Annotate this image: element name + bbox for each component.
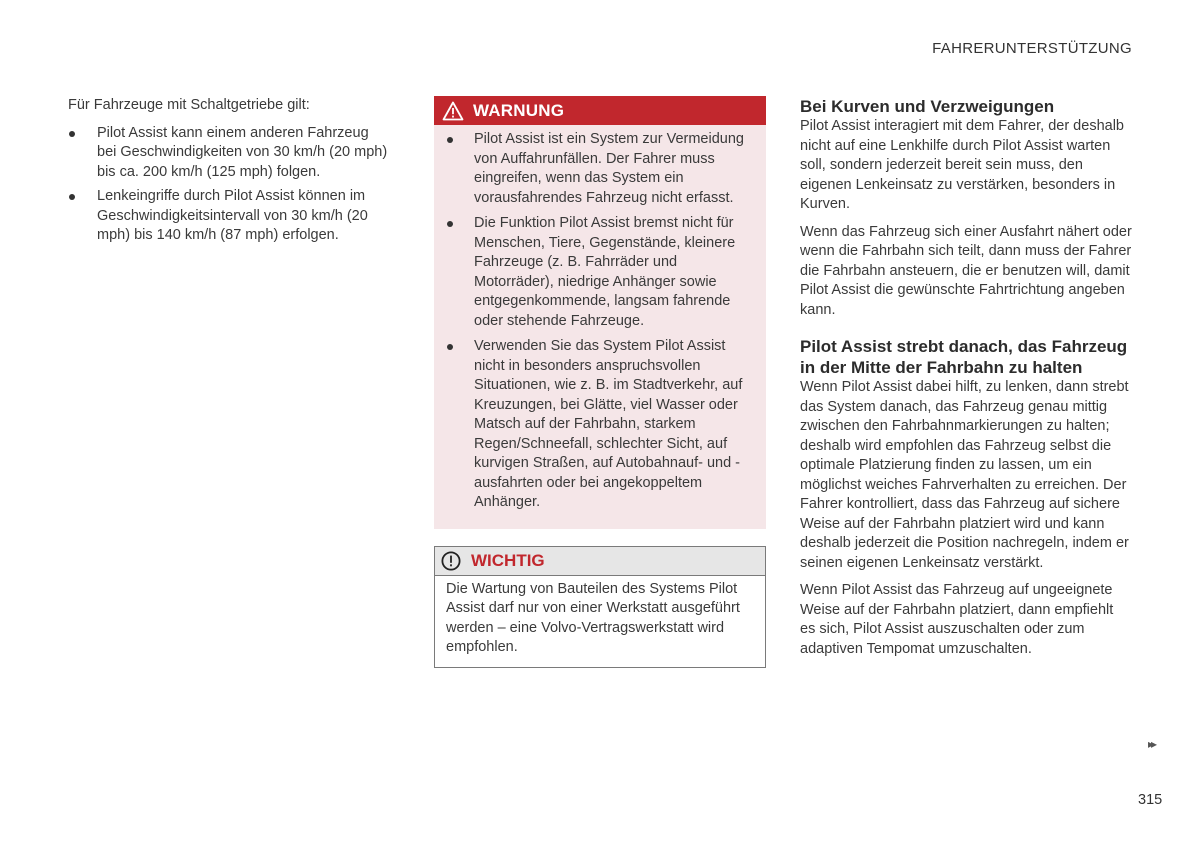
list-item (68, 187, 390, 246)
bullet-icon (447, 344, 453, 350)
left-column (68, 96, 390, 251)
important-body (435, 576, 765, 667)
list-item (446, 337, 754, 513)
right-column (800, 96, 1132, 675)
bullet-icon (69, 194, 75, 200)
list-item-text: Lenkeingriffe durch Pilot Assist können im Geschwindigkeitsintervall von 30 km/h (20 mph) bis 140 km/h (87 mph) erfolgen. (97, 188, 368, 243)
list-item (446, 130, 754, 208)
bullet-icon (69, 131, 75, 137)
warning-triangle-icon (442, 101, 464, 121)
warning-box (434, 96, 766, 529)
list-item (68, 124, 390, 183)
bullet-icon (447, 137, 453, 143)
page-number: 315 (1138, 792, 1163, 808)
list-item-text: Pilot Assist ist ein System zur Vermeidung von Auffahrunfällen. Der Fahrer muss eingreifen, wenn das System ein vorausfahrendes Fahrzeug nicht erfasst. (474, 131, 744, 206)
middle-column (434, 96, 766, 668)
important-header (435, 547, 765, 576)
important-box (434, 546, 766, 668)
section-heading: Bei Kurven und Verzweigungen (800, 97, 1055, 116)
paragraph: Wenn das Fahrzeug sich einer Ausfahrt nähert oder wenn die Fahrbahn sich teilt, dann muss der Fahrer die Fahrbahn ansteuern, die er benutzen will, damit Pilot Assist die gewünschte Fahrtrichtung angeben kann. (800, 223, 1132, 318)
list-item (446, 214, 754, 331)
section-curves (800, 96, 1132, 320)
list-item-text: Die Funktion Pilot Assist bremst nicht für Menschen, Tiere, Gegenstände, kleinere Fahrzeuge (z. B. Fahrräder und Motorräder), niedrige Anhänger sowie entgegenkommende, langsam fahrende oder stehende Fahrzeuge. (474, 215, 736, 329)
next-page-icon: ▸▸ (1148, 737, 1155, 751)
paragraph: Wenn Pilot Assist dabei hilft, zu lenken, dann strebt das System danach, das Fahrzeug genau mittig zwischen den Fahrbahnmarkierungen zu halten; deshalb wird empfohlen das Fahrzeug selbst die optimale Platzierung finden zu lassen, um ein möglichst weiches Fahrverhalten zu erreichen. Der Fahrer kontrolliert, dass das Fahrzeug auf sichere Weise auf der Fahrbahn platziert wird und kann deshalb jederzeit die Position nachregeln, indem er seinen eigenen Lenkeinsatz verstärkt. (800, 379, 1129, 571)
chapter-title: FAHRERUNTERSTÜTZUNG (932, 40, 1132, 57)
paragraph: Wenn Pilot Assist das Fahrzeug auf ungeeignete Weise auf der Fahrbahn platziert, dann empfiehlt es sich, Pilot Assist auszuschalten oder zum adaptiven Tempomat umzuschalten. (800, 582, 1114, 657)
warning-title: WARNUNG (473, 100, 565, 120)
warning-header (434, 96, 766, 125)
exclamation-circle-icon (441, 551, 461, 571)
section-heading: Pilot Assist strebt danach, das Fahrzeug in der Mitte der Fahrbahn zu halten (800, 337, 1128, 377)
important-text: Die Wartung von Bauteilen des Systems Pilot Assist darf nur von einer Werkstatt ausgeführt werden – eine Volvo-Vertragswerkstatt wird empfohlen. (446, 580, 740, 655)
list-item-text: Pilot Assist kann einem anderen Fahrzeug bei Geschwindigkeiten von 30 km/h (20 mph) bis ca. 200 km/h (125 mph) folgen. (97, 124, 388, 180)
important-title: WICHTIG (471, 550, 545, 570)
warning-list (434, 125, 766, 513)
bullet-icon (447, 221, 453, 227)
bullet-list (68, 124, 390, 246)
section-lane-center (800, 336, 1132, 659)
paragraph: Pilot Assist interagiert mit dem Fahrer, der deshalb nicht auf eine Lenkhilfe durch Pilot Assist warten soll, sondern jederzeit bereit sein muss, den eigenen Lenkeinsatz zu verstärken, besonders in Kurven. (800, 118, 1124, 212)
list-item-text: Verwenden Sie das System Pilot Assist nicht in besonders anspruchsvollen Situationen, wie z. B. im Stadtverkehr, auf Kreuzungen, bei Glätte, viel Wasser oder Matsch auf der Fahrbahn, starkem Regen/Schneefall, schlechter Sicht, auf kurvigen Straßen, auf Autobahnauf- und -ausfahrten oder bei angekoppeltem Anhänger. (474, 338, 743, 510)
intro-text: Für Fahrzeuge mit Schaltgetriebe gilt: (68, 97, 310, 113)
